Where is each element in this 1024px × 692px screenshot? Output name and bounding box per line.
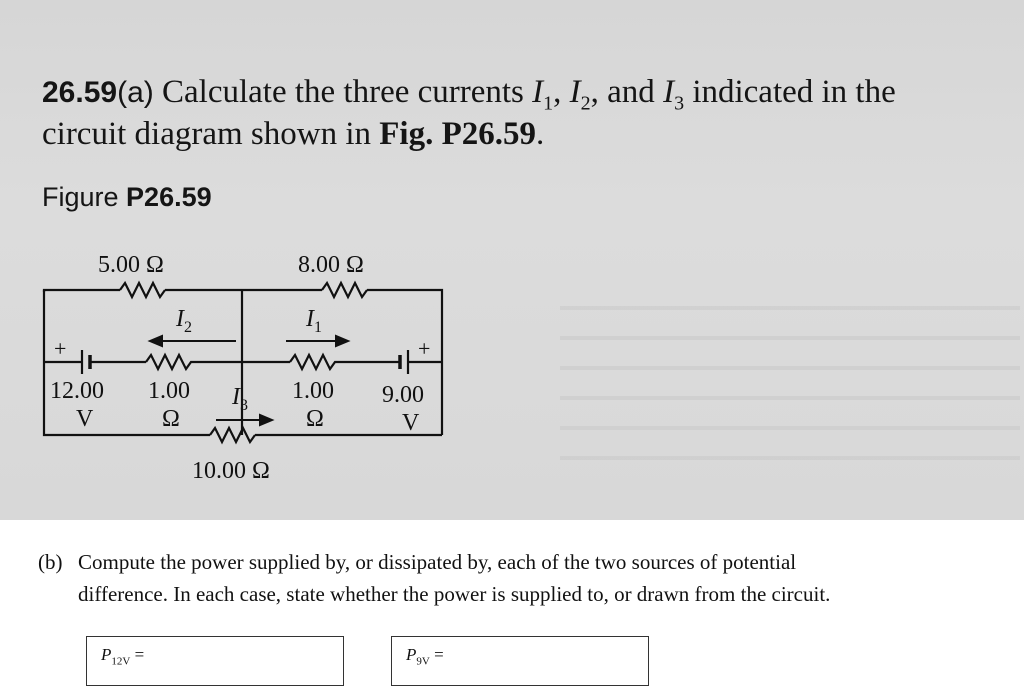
question-line-1: 26.59(a) Calculate the three currents $I_1$, $I_2$, and $I_3$ indicated in the xyxy=(42,74,896,115)
p9v-answer-box[interactable] xyxy=(391,636,649,686)
part-a-label: (a) xyxy=(117,76,154,109)
label-8-ohm: 8.00 Ω xyxy=(298,252,364,278)
label-9v-unit: V xyxy=(402,410,420,436)
label-9v-value: 9.00 xyxy=(382,382,424,408)
label-5-ohm: 5.00 Ω xyxy=(98,252,164,278)
label-i2: $I_2$ xyxy=(176,306,192,336)
part-b-line-1: (b) Compute the power supplied by, or dissipated by, each of the two sources of potential xyxy=(38,550,797,574)
problem-number: 26.59 xyxy=(42,76,118,109)
resistor-1-ohm-right xyxy=(290,355,400,369)
battery-9v-plus: + xyxy=(418,336,431,361)
label-1-ohm-right-unit: Ω xyxy=(306,406,324,432)
figure-reference: Fig. P26.59 xyxy=(379,116,536,152)
top-wire xyxy=(44,290,120,292)
part-b-label: (b) xyxy=(38,550,63,574)
battery-12v-plus: + xyxy=(54,336,67,361)
label-i1: $I_1$ xyxy=(306,306,322,336)
label-i3: $I_3$ xyxy=(232,384,248,414)
resistor-5-ohm xyxy=(120,283,165,297)
figure-label: Figure P26.59 xyxy=(42,182,212,212)
p12v-answer-box[interactable] xyxy=(86,636,344,686)
part-b-line-2: difference. In each case, state whether the power is supplied to, or drawn from the circuit. xyxy=(78,582,831,606)
p9v-label: $P_{9V}$ = xyxy=(406,645,444,668)
resistor-1-ohm-left xyxy=(146,355,242,369)
label-10-ohm: 10.00 Ω xyxy=(192,458,270,484)
label-1-ohm-left-value: 1.00 xyxy=(148,378,190,404)
i2-arrow-head xyxy=(150,336,162,346)
i3-arrow-head xyxy=(260,415,272,425)
label-1-ohm-right-value: 1.00 xyxy=(292,378,334,404)
resistor-10-ohm xyxy=(210,428,255,442)
label-12v-unit: V xyxy=(76,406,94,432)
label-12v-value: 12.00 xyxy=(50,378,104,404)
question-line-2: circuit diagram shown in Fig. P26.59. xyxy=(42,116,545,152)
p12v-label: $P_{12V}$ = xyxy=(101,645,145,668)
resistor-8-ohm xyxy=(322,283,367,297)
label-1-ohm-left-unit: Ω xyxy=(162,406,180,432)
i1-arrow-head xyxy=(336,336,348,346)
